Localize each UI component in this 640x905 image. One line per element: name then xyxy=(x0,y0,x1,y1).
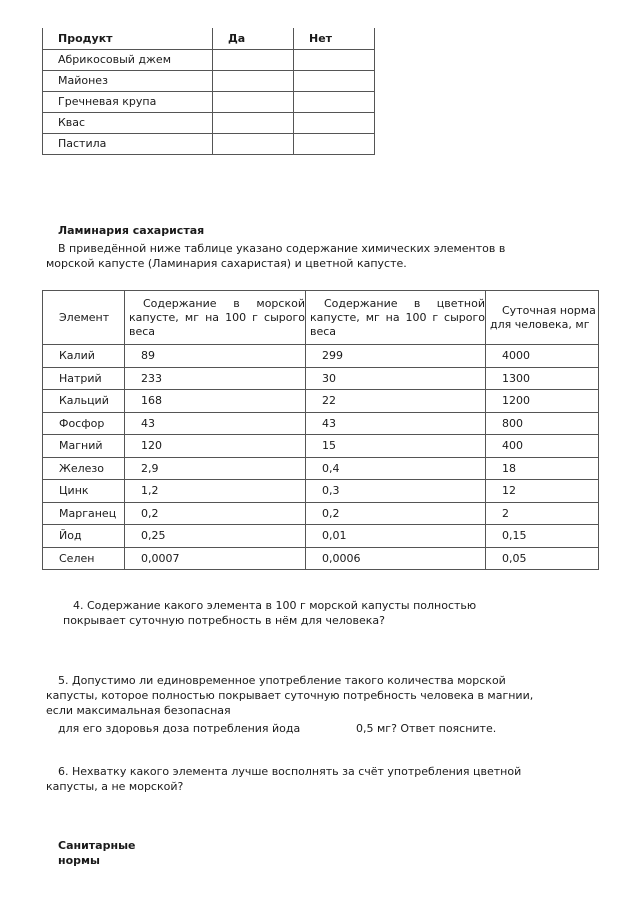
no-cell[interactable] xyxy=(294,112,375,133)
header-no: Нет xyxy=(294,28,375,49)
no-cell[interactable] xyxy=(294,70,375,91)
intro-line-2: морской капусте (Ламинария сахаристая) и цветной капусте. xyxy=(46,257,407,270)
sea-value: 0,25 xyxy=(125,525,306,548)
norm-value: 0,05 xyxy=(486,547,599,570)
cauli-value: 0,4 xyxy=(306,457,486,480)
section-title: Ламинария сахаристая xyxy=(58,224,205,237)
question-5-line-1: 5. Допустимо ли единовременное употребление такого количества морской xyxy=(58,674,506,687)
no-cell[interactable] xyxy=(294,49,375,70)
elements-header-row xyxy=(43,291,599,345)
no-cell[interactable] xyxy=(294,133,375,154)
product-name: Пастила xyxy=(43,133,213,154)
element-name: Калий xyxy=(43,345,125,368)
product-name: Квас xyxy=(43,112,213,133)
cauli-value: 0,0006 xyxy=(306,547,486,570)
question-5-line-2: капусты, которое полностью покрывает суточную потребность человека в магнии, xyxy=(46,689,534,702)
cauli-value: 43 xyxy=(306,412,486,435)
norm-value: 4000 xyxy=(486,345,599,368)
table-row xyxy=(43,91,375,112)
table-row xyxy=(43,367,599,390)
table-row xyxy=(43,502,599,525)
sea-value: 89 xyxy=(125,345,306,368)
norm-value: 2 xyxy=(486,502,599,525)
sea-value: 2,9 xyxy=(125,457,306,480)
element-name: Магний xyxy=(43,435,125,458)
cauli-value: 22 xyxy=(306,390,486,413)
sea-value: 168 xyxy=(125,390,306,413)
table-row xyxy=(43,70,375,91)
header-product: Продукт xyxy=(43,28,213,49)
yes-cell[interactable] xyxy=(213,70,294,91)
yes-cell[interactable] xyxy=(213,133,294,154)
product-name: Майонез xyxy=(43,70,213,91)
norm-value: 400 xyxy=(486,435,599,458)
products-header-row xyxy=(43,28,375,49)
question-6-line-2: капусты, а не морской? xyxy=(46,780,184,793)
norm-value: 1300 xyxy=(486,367,599,390)
yes-cell[interactable] xyxy=(213,91,294,112)
element-name: Цинк xyxy=(43,480,125,503)
header-yes: Да xyxy=(213,28,294,49)
element-name: Кальций xyxy=(43,390,125,413)
norm-value: 18 xyxy=(486,457,599,480)
cauli-value: 0,3 xyxy=(306,480,486,503)
table-row xyxy=(43,435,599,458)
table-row xyxy=(43,345,599,368)
element-name: Фосфор xyxy=(43,412,125,435)
element-name: Железо xyxy=(43,457,125,480)
question-5-line-3: если максимальная безопасная xyxy=(46,704,231,717)
question-6-line-1: 6. Нехватку какого элемента лучше восполнять за счёт употребления цветной xyxy=(58,765,522,778)
norm-value: 1200 xyxy=(486,390,599,413)
sea-value: 120 xyxy=(125,435,306,458)
product-name: Гречневая крупа xyxy=(43,91,213,112)
cauli-value: 0,2 xyxy=(306,502,486,525)
table-row xyxy=(43,133,375,154)
norm-value: 12 xyxy=(486,480,599,503)
sea-value: 43 xyxy=(125,412,306,435)
header-daily-norm: Суточная норма для человека, мг xyxy=(486,291,599,345)
elements-table xyxy=(42,290,599,570)
footer-heading-line-1: Санитарные xyxy=(58,839,136,852)
footer-heading-line-2: нормы xyxy=(58,854,100,867)
yes-cell[interactable] xyxy=(213,49,294,70)
product-name: Абрикосовый джем xyxy=(43,49,213,70)
norm-value: 800 xyxy=(486,412,599,435)
yes-cell[interactable] xyxy=(213,112,294,133)
element-name: Натрий xyxy=(43,367,125,390)
table-row xyxy=(43,480,599,503)
cauli-value: 299 xyxy=(306,345,486,368)
table-row xyxy=(43,525,599,548)
sea-value: 1,2 xyxy=(125,480,306,503)
question-5-line-4b: 0,5 мг? Ответ поясните. xyxy=(356,722,497,735)
element-name: Селен xyxy=(43,547,125,570)
question-4-line-1: 4. Содержание какого элемента в 100 г морской капусты полностью xyxy=(73,599,477,612)
header-cauliflower: Содержание в цветной капусте, мг на 100 г сырого веса xyxy=(306,291,486,345)
table-row xyxy=(43,49,375,70)
intro-line-1: В приведённой ниже таблице указано содержание химических элементов в xyxy=(58,242,506,255)
sea-value: 233 xyxy=(125,367,306,390)
header-element: Элемент xyxy=(43,291,125,345)
sea-value: 0,0007 xyxy=(125,547,306,570)
table-row xyxy=(43,390,599,413)
element-name: Марганец xyxy=(43,502,125,525)
table-row xyxy=(43,547,599,570)
norm-value: 0,15 xyxy=(486,525,599,548)
table-row xyxy=(43,457,599,480)
no-cell[interactable] xyxy=(294,91,375,112)
question-4-line-2: покрывает суточную потребность в нём для человека? xyxy=(63,614,385,627)
cauli-value: 0,01 xyxy=(306,525,486,548)
products-table xyxy=(42,28,375,155)
element-name: Йод xyxy=(43,525,125,548)
header-sea-kale: Содержание в морской капусте, мг на 100 г сырого веса xyxy=(125,291,306,345)
question-5-line-4a: для его здоровья доза потребления йода xyxy=(58,722,301,735)
cauli-value: 15 xyxy=(306,435,486,458)
cauli-value: 30 xyxy=(306,367,486,390)
table-row xyxy=(43,412,599,435)
table-row xyxy=(43,112,375,133)
sea-value: 0,2 xyxy=(125,502,306,525)
